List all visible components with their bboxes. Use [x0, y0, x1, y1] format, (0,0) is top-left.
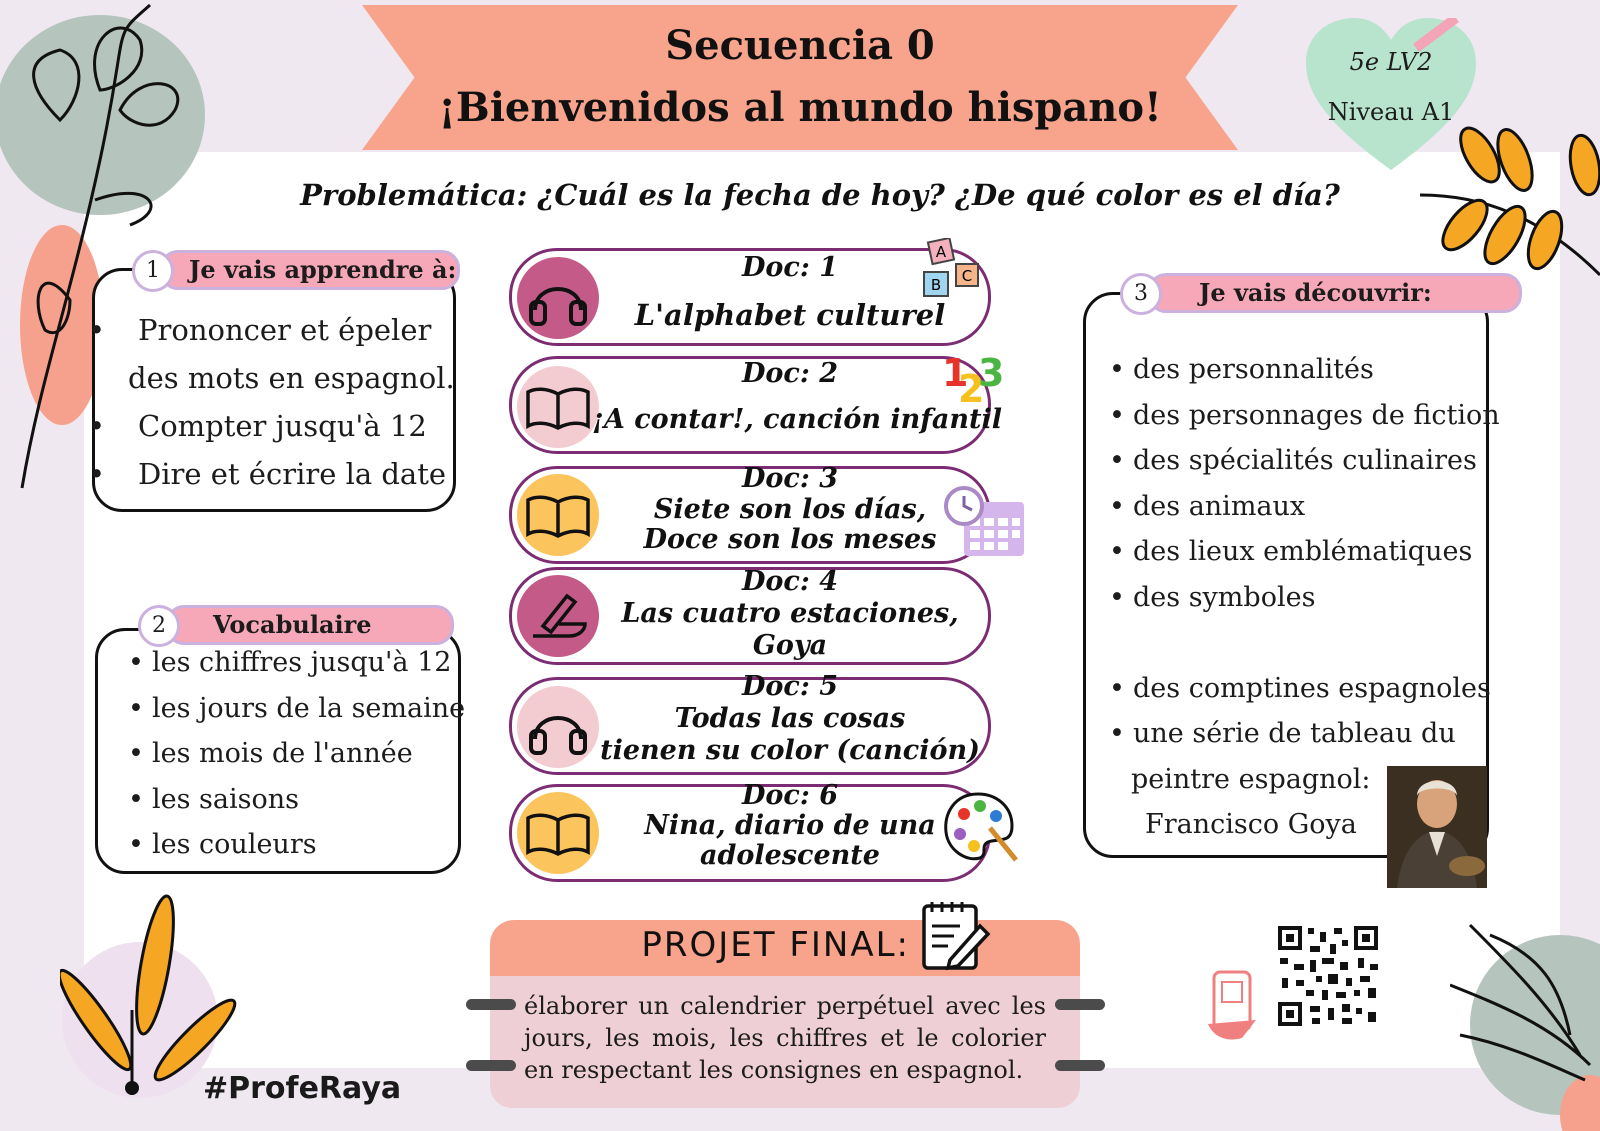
list-item: • des symboles	[1133, 575, 1500, 621]
goya-portrait-image	[1387, 766, 1487, 888]
section-number-1: 1	[132, 250, 174, 292]
list-item: • Prononcer et épeler	[112, 306, 455, 354]
final-project-description: élaborer un calendrier perpétuel avec les jours, les mois, les chiffres et le colorier en respectant les consignes en espagnol.	[524, 992, 1046, 1084]
list-item: • les jours de la semaine	[152, 686, 465, 732]
writing-hand-icon	[529, 590, 589, 644]
list-item: • les mois de l'année	[152, 731, 465, 777]
doc-6-title-line-1: Nina, diario de una	[644, 810, 936, 841]
numbers-123-icon	[940, 346, 1010, 408]
doc-3-title-line-2: Doce son los meses	[643, 524, 937, 555]
level-class: 5e LV2	[1349, 48, 1433, 76]
list-item: • les saisons	[152, 777, 465, 823]
open-book-icon	[525, 494, 591, 540]
list-item: • Compter jusqu'à 12	[112, 402, 455, 450]
list-item: • des comptines espagnoles	[1133, 666, 1500, 712]
discover-title: Je vais découvrir:	[1148, 273, 1522, 313]
list-item: • des personnages de fiction	[1133, 393, 1500, 439]
doc-6-title-line-2: adolescente	[700, 840, 880, 871]
number-three: 3	[978, 351, 1005, 395]
open-book-icon	[525, 812, 591, 858]
qr-code-image[interactable]	[1276, 924, 1380, 1028]
problem-question: Problemática: ¿Cuál es la fecha de hoy? ¿De qué color es el día?	[300, 178, 1340, 212]
list-item: • Dire et écrire la date	[112, 450, 455, 498]
list-item: • une série de tableau du	[1133, 711, 1500, 757]
doc-5-label: Doc: 5	[741, 671, 839, 702]
learn-title: Je vais apprendre à:	[160, 250, 460, 290]
block-letter-b: B	[930, 276, 942, 294]
binder-ring	[1055, 1060, 1105, 1071]
doc-5-title-line-1: Todas las cosas	[674, 703, 906, 734]
doc-2-title: ¡A contar!, canción infantil	[592, 404, 1003, 435]
binder-ring	[466, 1060, 516, 1071]
sequence-subtitle: ¡Bienvenidos al mundo hispano!	[438, 84, 1162, 131]
vocabulary-list	[152, 640, 465, 868]
doc-4-title-line-2: Goya	[752, 630, 828, 661]
block-letter-c: C	[961, 267, 973, 285]
heart-icon	[1306, 18, 1476, 173]
final-project-title: PROJET FINAL:	[641, 925, 910, 965]
headphones-icon	[527, 699, 589, 755]
list-item: • des lieux emblématiques	[1133, 529, 1500, 575]
calendar-clock-icon	[944, 484, 1028, 560]
list-item: des mots en espagnol.	[128, 361, 455, 395]
doc-1-title: L'alphabet culturel	[634, 298, 946, 332]
doc-6-label: Doc: 6	[741, 780, 839, 811]
number-two: 2	[958, 367, 985, 408]
list-item: • les chiffres jusqu'à 12	[152, 640, 465, 686]
doc-1-label: Doc: 1	[741, 252, 839, 283]
abc-blocks-icon	[920, 238, 990, 308]
number-one: 1	[942, 351, 969, 395]
list-item: • des animaux	[1133, 484, 1500, 530]
plant-decoration-bottom-right	[1450, 915, 1600, 1131]
block-letter-a: A	[935, 243, 947, 261]
phone-scan-icon	[1208, 968, 1258, 1044]
notepad-pencil-icon	[920, 898, 992, 972]
binder-ring	[466, 999, 516, 1010]
headphones-icon	[527, 270, 589, 326]
section-number-2: 2	[138, 605, 180, 647]
doc-2-label: Doc: 2	[741, 358, 839, 389]
doc-4-label: Doc: 4	[741, 566, 839, 597]
doc-3-label: Doc: 3	[741, 463, 839, 494]
doc-3-title-line-1: Siete son los días,	[653, 494, 927, 525]
doc-4-title-line-1: Las cuatro estaciones,	[621, 598, 959, 629]
list-item: Francisco Goya	[1145, 809, 1357, 841]
level-niveau: Niveau A1	[1327, 98, 1455, 126]
list-item: • des spécialités culinaires	[1133, 438, 1500, 484]
list-item: • les couleurs	[152, 822, 465, 868]
hashtag: #ProfeRaya	[203, 1071, 402, 1106]
paint-palette-icon	[940, 788, 1020, 868]
learn-list	[112, 306, 455, 498]
list-item: peintre espagnol:	[1131, 763, 1371, 795]
binder-ring	[1055, 999, 1105, 1010]
plant-decoration-bottom-left	[60, 890, 240, 1100]
section-number-3: 3	[1120, 273, 1162, 315]
sequence-title: Secuencia 0	[665, 22, 935, 69]
doc-5-title-line-2: tienen su color (canción)	[600, 735, 980, 766]
list-item: • des personnalités	[1133, 347, 1500, 393]
open-book-icon	[525, 386, 591, 432]
vocabulary-title: Vocabulaire	[166, 605, 454, 645]
